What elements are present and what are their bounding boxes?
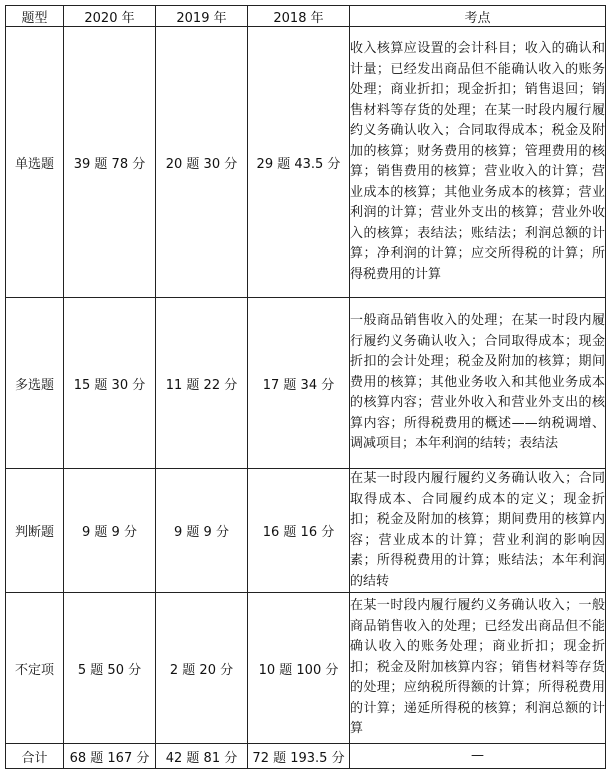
header-row	[6, 6, 606, 27]
row-topics: 在某一时段内履行履约义务确认收入；一般商品销售收入的处理；已经发出商品但不能确认收入的账务处理；商业折扣；现金折扣；税金及附加核算内容；销售材料等存货的处理；应纳税所得额的计算；所得税费用的计算；递延所得税的核算；利润总额的计算	[350, 593, 606, 744]
total-topics: —	[350, 744, 606, 769]
row-topics: 在某一时段内履行履约义务确认收入；合同取得成本、合同履约成本的定义；现金折扣；税金及附加的核算；期间费用的核算内容；营业成本的计算；营业利润的影响因素；所得税费用的计算；账结法；本年利润的结转	[350, 469, 606, 593]
row-type: 多选题	[6, 298, 64, 469]
table-row	[6, 593, 606, 744]
row-topics: 一般商品销售收入的处理；在某一时段内履行履约义务确认收入；合同取得成本；现金折扣的会计处理；税金及附加的核算；期间费用的核算；其他业务收入和其他业务成本的核算内容；营业外收入和营业外支出的核算内容；所得税费用的概述——纳税调增、调减项目；本年利润的结转；表结法	[350, 298, 606, 469]
row-2019: 11 题 22 分	[156, 298, 248, 469]
table-row	[6, 298, 606, 469]
row-2018: 16 题 16 分	[248, 469, 350, 593]
row-2019: 20 题 30 分	[156, 27, 248, 298]
table-row	[6, 469, 606, 593]
header-type: 题型	[6, 6, 64, 27]
total-2019: 42 题 81 分	[156, 744, 248, 769]
row-2020: 15 题 30 分	[64, 298, 156, 469]
row-topics: 收入核算应设置的会计科目；收入的确认和计量；已经发出商品但不能确认收入的账务处理；商业折扣；现金折扣；销售退回；销售材料等存货的处理；在某一时段内履行履约义务确认收入；合同取得成本；税金及附加的核算；财务费用的核算；管理费用的核算；销售费用的核算；营业收入的计算；营业成本的核算；其他业务成本的核算；营业利润的计算；营业外支出的核算；营业外收入的核算；表结法；账结法；利润总额的计算；净利润的计算；应交所得税的计算；所得税费用的计算	[350, 27, 606, 298]
row-2018: 17 题 34 分	[248, 298, 350, 469]
header-2020: 2020 年	[64, 6, 156, 27]
header-2018: 2018 年	[248, 6, 350, 27]
row-2019: 2 题 20 分	[156, 593, 248, 744]
row-2020: 39 题 78 分	[64, 27, 156, 298]
total-row	[6, 744, 606, 769]
row-type: 判断题	[6, 469, 64, 593]
total-type: 合计	[6, 744, 64, 769]
row-2018: 29 题 43.5 分	[248, 27, 350, 298]
row-type: 单选题	[6, 27, 64, 298]
header-topics: 考点	[350, 6, 606, 27]
row-2019: 9 题 9 分	[156, 469, 248, 593]
row-2020: 9 题 9 分	[64, 469, 156, 593]
exam-summary-table	[5, 5, 606, 769]
total-2018: 72 题 193.5 分	[248, 744, 350, 769]
row-type: 不定项	[6, 593, 64, 744]
header-2019: 2019 年	[156, 6, 248, 27]
table-row	[6, 27, 606, 298]
total-2020: 68 题 167 分	[64, 744, 156, 769]
row-2018: 10 题 100 分	[248, 593, 350, 744]
row-2020: 5 题 50 分	[64, 593, 156, 744]
